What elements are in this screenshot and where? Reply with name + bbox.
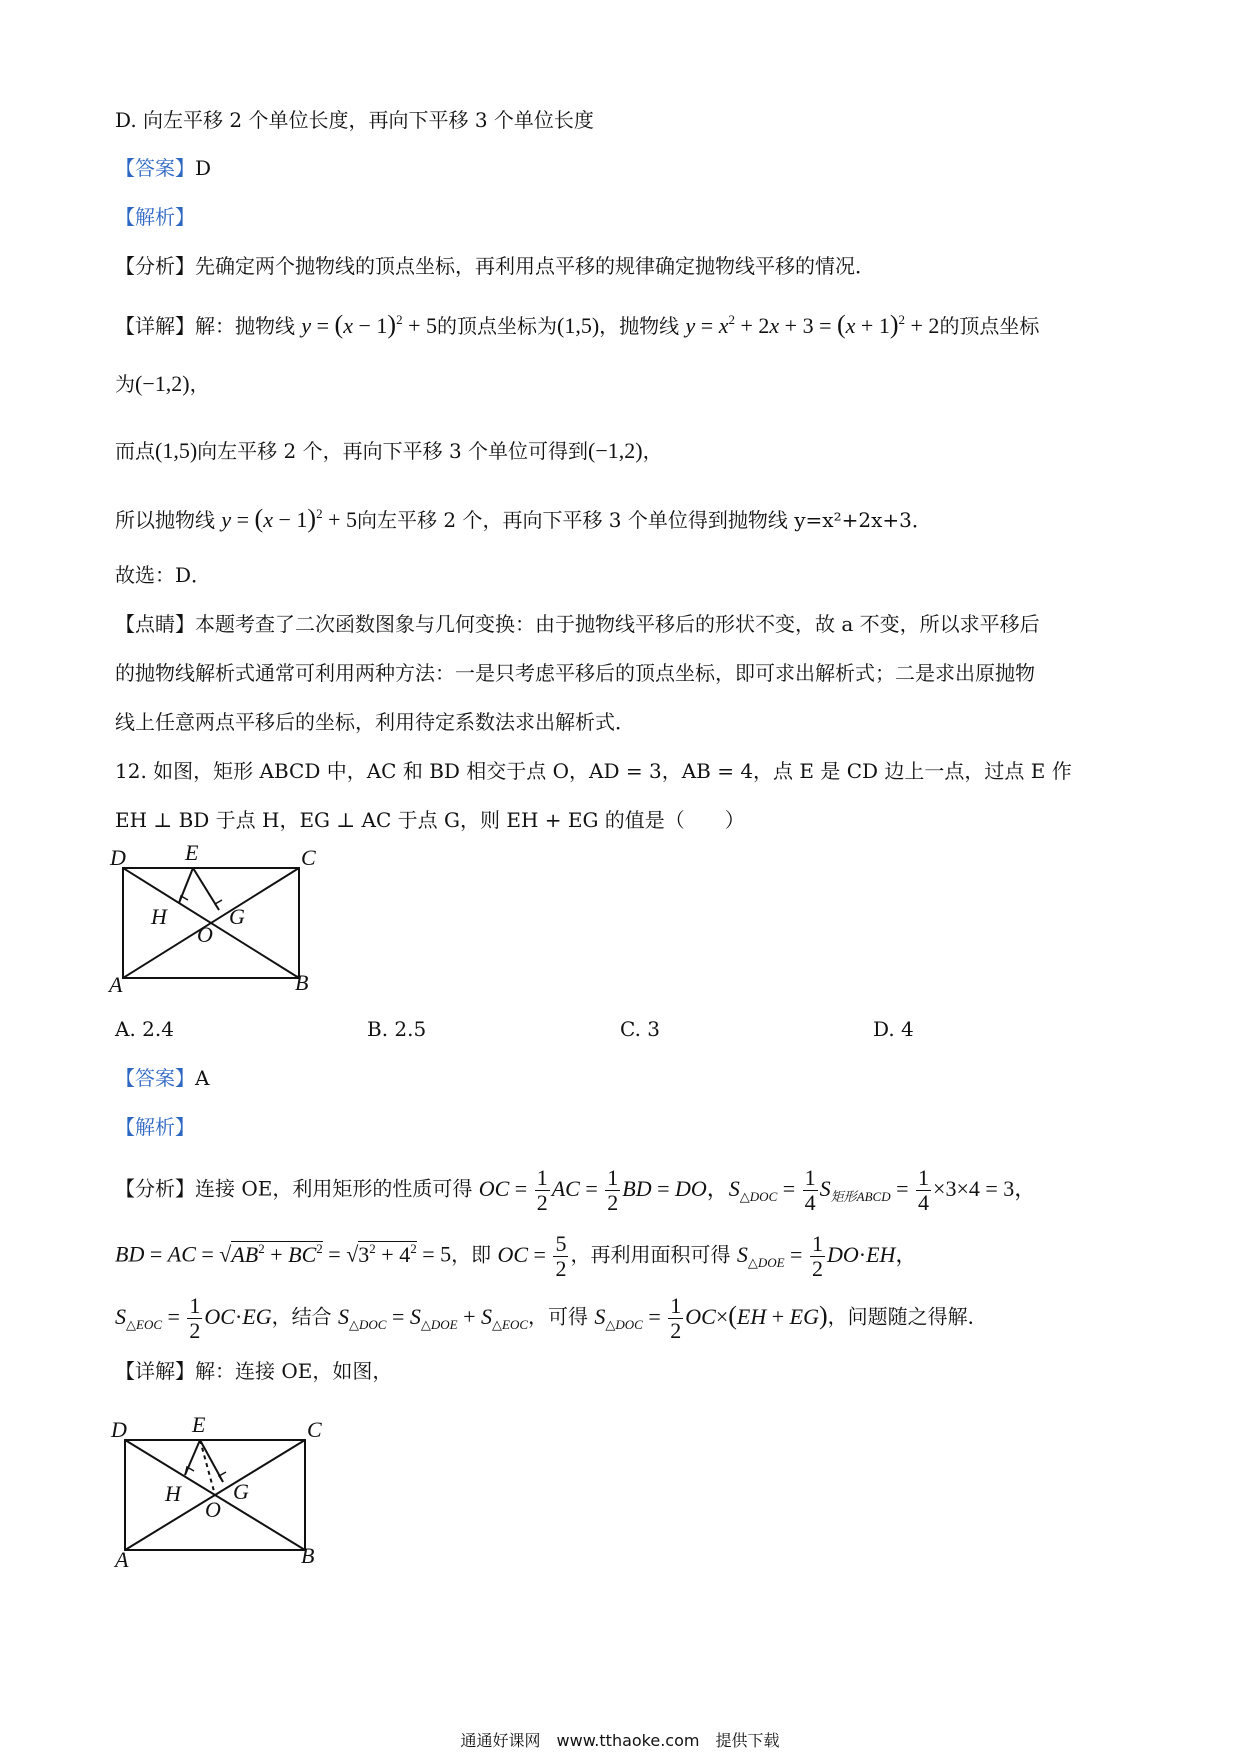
fenxi-tag: 【分析】 <box>115 1176 195 1201</box>
q11-analysis-tag <box>115 203 195 231</box>
vertex-2: (−1,2) <box>588 438 643 463</box>
detail-text: 的顶点坐标为 <box>437 314 557 338</box>
detail-text: ，抛物线 <box>599 314 680 338</box>
q11-move-line <box>115 437 663 465</box>
detail-text: 解：连接 OE，如图， <box>195 1359 393 1383</box>
formula-parabola-1: $y = (x - 1)^2 + 5$ <box>301 310 437 339</box>
formula-result: $S_{\triangle DOC}$ = $\frac{1}{2}$ OC×(EH + EG) <box>594 1293 828 1343</box>
conclusion-text: 所以抛物线 <box>115 508 215 532</box>
q12-fenxi-line2 <box>115 1232 917 1281</box>
answer-tag: 【答案】 <box>115 156 195 180</box>
q12-option-c: C. 3 <box>620 1017 661 1041</box>
fenxi-text: ，再利用面积可得 <box>570 1242 731 1267</box>
answer-value: D <box>195 156 212 180</box>
answer-tag: 【答案】 <box>115 1066 195 1090</box>
label-e: E <box>185 840 199 865</box>
label-b: B <box>295 970 309 993</box>
q12-option-b: B. 2.5 <box>367 1017 427 1041</box>
fenxi-text: 连接 OE，利用矩形的性质可得 <box>195 1176 473 1201</box>
detail-text: 解：抛物线 <box>195 314 295 338</box>
fenxi-text: ，问题随之得解． <box>827 1304 988 1329</box>
label-c: C <box>307 1417 322 1442</box>
q11-comment-1 <box>115 610 1040 638</box>
detail-tag: 【详解】 <box>115 1359 195 1383</box>
label-d: D <box>110 845 126 870</box>
q12-option-d: D. 4 <box>873 1017 914 1041</box>
formula-s-eoc: $S_{\triangle EOC}$ = $\frac{1}{2}$ OC·EG <box>115 1293 272 1343</box>
formula-bd-ac: BD = AC = $√AB^2 + BC^2 = √3^2 + 4^2 = 5$ <box>115 1240 452 1267</box>
rectangle-figure-2 <box>105 1405 325 1570</box>
vertex-1: (1,5) <box>155 438 198 463</box>
label-c: C <box>301 845 316 870</box>
label-d: D <box>111 1417 127 1442</box>
analysis-tag: 【解析】 <box>115 205 195 229</box>
detail-text: 的顶点坐标 <box>939 314 1040 338</box>
q12-stem-2: EH ⊥ BD 于点 H，EG ⊥ AC 于点 G，则 EH + EG 的值是（ ） <box>115 808 745 832</box>
formula-sum: $S_{\triangle DOC} = S_{\triangle DOE} + S_{\triangle EOC}$ <box>338 1303 529 1332</box>
detail-text: 为 <box>115 372 135 396</box>
q11-detail-line2 <box>115 370 210 398</box>
vertex-1: (1,5) <box>557 313 600 338</box>
move-text: 而点 <box>115 439 155 463</box>
q12-detail <box>115 1357 392 1385</box>
formula-oc: OC = $\frac{5}{2}$ <box>497 1231 567 1281</box>
page-footer: 通通好课网 www.tthaoke.com 提供下载 <box>460 1731 780 1750</box>
q11-choose: 故选：D． <box>115 563 212 587</box>
move-text: ， <box>642 439 663 463</box>
label-h: H <box>151 904 167 929</box>
fenxi-text: ，结合 <box>271 1304 332 1329</box>
conclusion-text: 向左平移 2 个，再向下平移 3 个单位得到抛物线 y=x²+2x+3． <box>357 508 932 532</box>
q11-fenxi <box>115 252 875 280</box>
q11-conclusion <box>115 500 932 534</box>
vertex-2: (−1,2) <box>135 371 190 396</box>
q11-option-d: D. 向左平移 2 个单位长度，再向下平移 3 个单位长度 <box>115 108 594 132</box>
analysis-tag: 【解析】 <box>115 1115 195 1139</box>
formula-oc-do: OC = $\frac{1}{2}$ AC = $\frac{1}{2}$ BD = DO，$S_{\triangle DOC}$ = $\frac{1}{4}$ $S_{矩形ABCD}$ = $\frac{1}{4}$ ×3×4 = 3， <box>478 1165 1037 1215</box>
q11-answer-line <box>115 154 211 182</box>
rectangle-figure-1 <box>105 838 325 993</box>
answer-value: A <box>195 1066 210 1090</box>
comment-tag: 【点睛】 <box>115 612 195 636</box>
label-g: G <box>233 1479 249 1504</box>
q11-detail-line1 <box>115 306 1039 340</box>
detail-tag: 【详解】 <box>115 314 195 338</box>
label-h: H <box>165 1481 181 1506</box>
q12-fenxi-line3 <box>115 1294 988 1343</box>
q11-comment-2: 的抛物线解析式通常可利用两种方法：一是只考虑平移后的顶点坐标，即可求出解析式；二是求出原抛物 <box>115 661 1035 685</box>
label-b: B <box>301 1543 315 1568</box>
comment-text: 本题考查了二次函数图象与几何变换：由于抛物线平移后的形状不变，故 a 不变，所以求平移后 <box>195 612 1040 636</box>
q12-option-a: A. 2.4 <box>115 1017 174 1041</box>
formula-parabola-1: $y = (x - 1)^2 + 5$ <box>221 504 357 533</box>
detail-text: ， <box>189 372 210 396</box>
label-g: G <box>229 904 245 929</box>
label-o: O <box>205 1497 221 1522</box>
move-text: 向左平移 2 个，再向下平移 3 个单位可得到 <box>197 439 589 463</box>
q11-comment-3: 线上任意两点平移后的坐标，利用待定系数法求出解析式． <box>115 710 635 734</box>
q12-stem-1: 12. 如图，矩形 ABCD 中，AC 和 BD 相交于点 O，AD = 3，AB = 4，点 E 是 CD 边上一点，过点 E 作 <box>115 759 1072 783</box>
fenxi-tag: 【分析】 <box>115 254 195 278</box>
fenxi-text: ，可得 <box>528 1304 589 1329</box>
right-angle-g <box>215 900 222 910</box>
q12-answer-line <box>115 1064 209 1092</box>
label-a: A <box>115 1547 129 1570</box>
fenxi-text: 先确定两个抛物线的顶点坐标，再利用点平移的规律确定抛物线平移的情况． <box>195 254 875 278</box>
formula-s-doe: $S_{\triangle DOE}$ = $\frac{1}{2}$ DO·EH， <box>736 1231 918 1281</box>
q12-fenxi-line1 <box>115 1166 1036 1215</box>
q12-analysis-tag <box>115 1113 195 1141</box>
right-angle-g <box>219 1472 226 1482</box>
label-o: O <box>197 922 213 947</box>
label-e: E <box>192 1412 206 1437</box>
fenxi-text: ，即 <box>451 1242 492 1267</box>
label-a: A <box>109 972 123 993</box>
formula-parabola-2: $y = x^2 + 2x + 3 = (x + 1)^2 + 2$ <box>685 310 940 339</box>
